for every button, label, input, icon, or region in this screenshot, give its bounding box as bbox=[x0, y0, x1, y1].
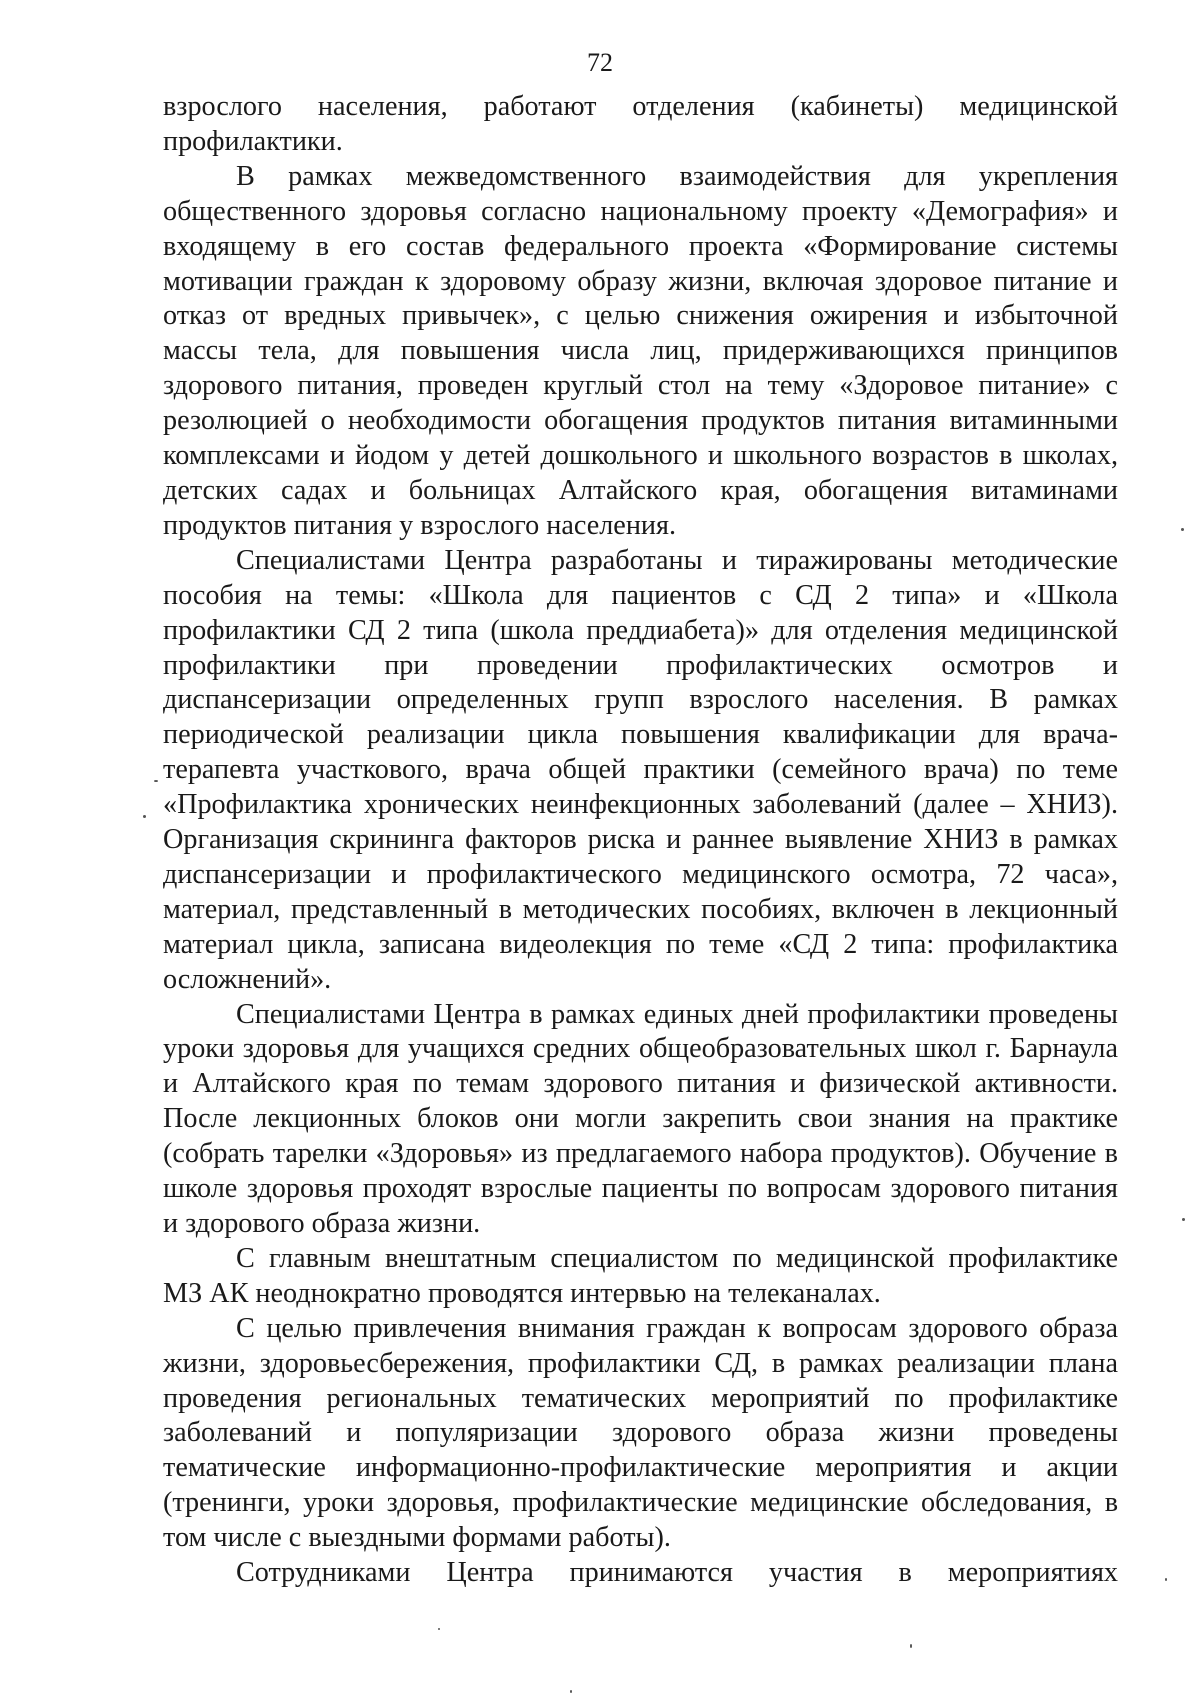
paragraph-1: взрослого населения, работают отделения (кабинеты) медицинской профилактики. bbox=[163, 91, 1118, 157]
paragraph-7: Сотрудниками Центра принимаются участия в мероприятиях bbox=[236, 1557, 1118, 1589]
body-text bbox=[163, 90, 1118, 1591]
scan-speck bbox=[1165, 1578, 1167, 1581]
scan-speck bbox=[570, 1690, 572, 1693]
page-number: 72 bbox=[587, 48, 613, 77]
paragraph-4: Специалистами Центра в рамках единых дней профилактики проведены уроки здоровья для учащихся средних общеобразовательных школ г. Барнаула и Алтайского края по темам здорового питания и физической активности. После лекционных блоков они могли закрепить свои знания на практике (собрать тарелки «Здоровья» из предлагаемого набора продуктов). Обучение в школе здоровья проходят взрослые пациенты по вопросам здорового питания и здорового образа жизни. bbox=[163, 998, 1118, 1239]
paragraph-2: В рамках межведомственного взаимодействия для укрепления общественного здоровья согласно национальному проекту «Демография» и входящему в его состав федерального проекта «Формирование системы мотивации граждан к здоровому образу жизни, включая здоровое питание и отказ от вредных привычек», с целью снижения ожирения и избыточной массы тела, для повышения числа лиц, придерживающихся принципов здорового питания, проведен круглый стол на тему «Здоровое питание» с резолюцией о необходимости обогащения продуктов питания витаминными комплексами и йодом у детей дошкольного и школьного возрастов в школах, детских садах и больницах Алтайского края, обогащения витаминами продуктов питания у взрослого населения. bbox=[163, 160, 1118, 541]
scan-speck bbox=[154, 780, 158, 782]
paragraph-6: С целью привлечения внимания граждан к вопросам здорового образа жизни, здоровьесбережения, профилактики СД, в рамках реализации плана проведения региональных тематических мероприятий по профилактике заболеваний и популяризации здорового образа жизни проведены тематические информационно-профилактические мероприятия и акции (тренинги, уроки здоровья, профилактические медицинские обследования, в том числе с выездными формами работы). bbox=[163, 1312, 1118, 1554]
scan-speck bbox=[910, 1644, 912, 1648]
paragraph-5: С главным внештатным специалистом по медицинской профилактике МЗ АК неоднократно проводятся интервью на телеканалах. bbox=[163, 1242, 1118, 1309]
scan-speck bbox=[438, 1628, 440, 1630]
scan-speck bbox=[1182, 1218, 1185, 1221]
paragraph-3: Специалистами Центра разработаны и тиражированы методические пособия на темы: «Школа для пациентов с СД 2 типа» и «Школа профилактики СД 2 типа (школа преддиабета)» для отделения медицинской профилактики при проведении профилактических осмотров и диспансеризации определенных групп взрослого населения. В рамках периодической реализации цикла повышения квалификации для врача-терапевта участкового, врача общей практики (семейного врача) по теме «Профилактика хронических неинфекционных заболеваний (далее – ХНИЗ). Организация скрининга факторов риска и раннее выявление ХНИЗ в рамках диспансеризации и профилактического медицинского осмотра, 72 часа», материал, представленный в методических пособиях, включен в лекционный материал цикла, записана видеолекция по теме «СД 2 типа: профилактика осложнений». bbox=[163, 544, 1118, 995]
scan-speck bbox=[143, 815, 146, 818]
scan-speck bbox=[1181, 528, 1184, 531]
